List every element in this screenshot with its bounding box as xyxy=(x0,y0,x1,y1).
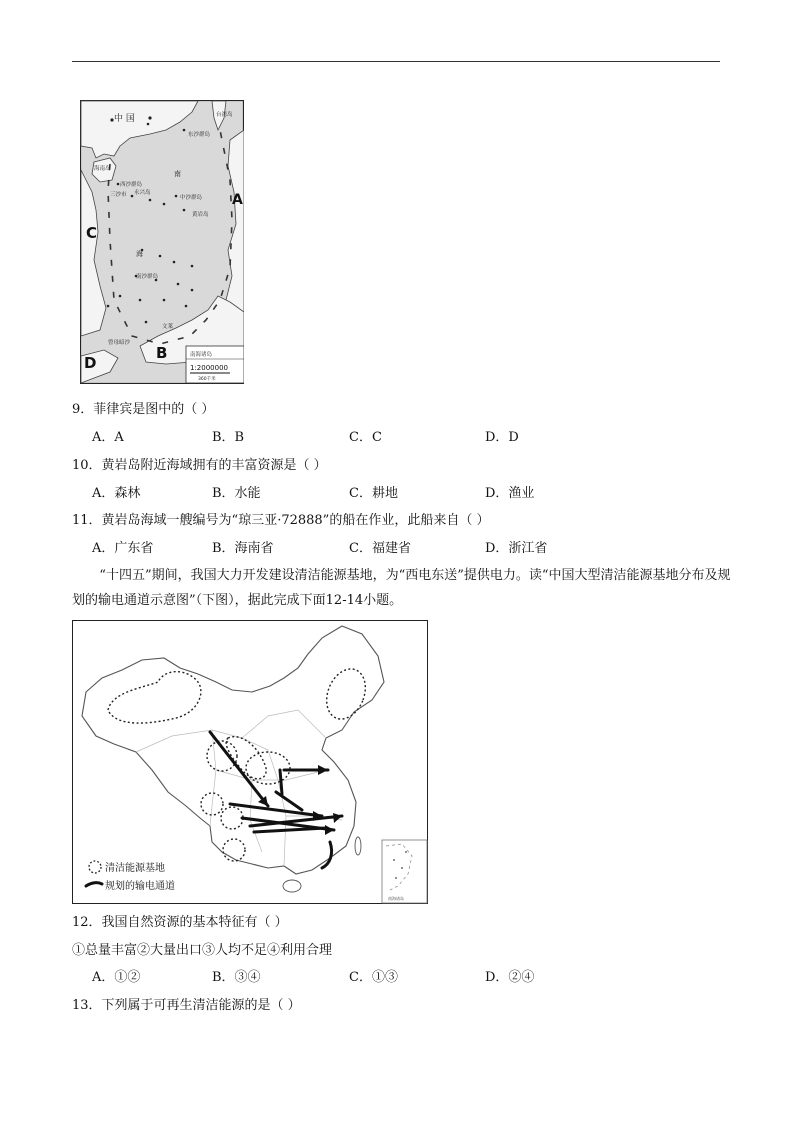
label-dongsha: 东沙群岛 xyxy=(188,132,211,138)
label-nan: 南 xyxy=(174,170,181,178)
q11-option-b[interactable]: B．海南省 xyxy=(212,541,274,556)
question-12: 12．我国自然资源的基本特征有（ ） xyxy=(72,915,288,930)
legend-clean-energy-base: 清洁能源基地 xyxy=(105,863,165,874)
label-zengmu: 曾母暗沙 xyxy=(108,340,131,346)
scale-km: 360千米 xyxy=(198,377,216,382)
label-wenlai: 文莱 xyxy=(162,324,174,330)
label-b: B xyxy=(156,344,168,362)
label-yongxing: 永兴岛 xyxy=(134,190,151,196)
label-nansha: 南沙群岛 xyxy=(136,274,159,280)
china-clean-energy-map xyxy=(72,620,428,904)
label-hai: 海 xyxy=(136,250,143,258)
label-taiwan: 台湾岛 xyxy=(216,112,233,118)
intro-paragraph: “十四五”期间，我国大力开发建设清洁能源基地，为“西电东送”提供电力。读“中国大型清洁能源基地分布及规划的输电通道示意图”（下图），据此完成下面12-14小题。 xyxy=(72,568,731,608)
question-12-statement: ①总量丰富②大量出口③人均不足④利用合理 xyxy=(72,943,333,958)
label-d: D xyxy=(84,354,97,372)
label-c: C xyxy=(86,224,98,242)
q10-option-c[interactable]: C．耕地 xyxy=(349,486,398,501)
q10-option-b[interactable]: B．水能 xyxy=(212,486,261,501)
q12-option-c[interactable]: C．①③ xyxy=(349,970,398,985)
q10-option-d[interactable]: D．渔业 xyxy=(485,486,535,501)
q12-option-d[interactable]: D．②④ xyxy=(485,970,535,985)
q12-option-a[interactable]: A．①② xyxy=(92,970,141,985)
label-a: A xyxy=(232,192,243,208)
question-10: 10．黄岩岛附近海域拥有的丰富资源是（ ） xyxy=(72,458,327,473)
q11-option-d[interactable]: D．浙江省 xyxy=(485,541,548,556)
scale-ratio: 1:2000000 xyxy=(190,364,228,372)
q11-option-a[interactable]: A．广东省 xyxy=(92,541,154,556)
label-sansha: 三沙市 xyxy=(110,192,127,198)
label-huangyan: 黄岩岛 xyxy=(192,212,209,218)
label-hainan: 海南岛 xyxy=(94,166,111,172)
q9-option-c[interactable]: C．C xyxy=(349,430,382,445)
q11-option-c[interactable]: C．福建省 xyxy=(349,541,411,556)
legend-transmission-channel: 规划的输电通道 xyxy=(105,881,175,892)
q9-option-a[interactable]: A．A xyxy=(92,430,124,445)
inset-title: 南海诸岛 xyxy=(190,352,213,358)
inset-label: 南海诸岛 xyxy=(388,896,404,901)
south-china-sea-map xyxy=(80,100,244,384)
header-rule xyxy=(72,61,720,62)
q9-option-d[interactable]: D．D xyxy=(485,430,519,445)
q9-option-b[interactable]: B．B xyxy=(212,430,245,445)
question-11: 11．黄岩岛海域一艘编号为“琼三亚·72888”的船在作业，此船来自（ ） xyxy=(72,513,490,528)
q12-option-b[interactable]: B．③④ xyxy=(212,970,261,985)
label-xisha: 西沙群岛 xyxy=(120,182,143,188)
label-zhongsha: 中沙群岛 xyxy=(180,195,203,201)
question-13: 13．下列属于可再生清洁能源的是（ ） xyxy=(72,998,301,1013)
q10-option-a[interactable]: A．森林 xyxy=(92,486,141,501)
label-china: 中 国 xyxy=(114,114,135,124)
question-9: 9．菲律宾是图中的（ ） xyxy=(72,402,215,417)
